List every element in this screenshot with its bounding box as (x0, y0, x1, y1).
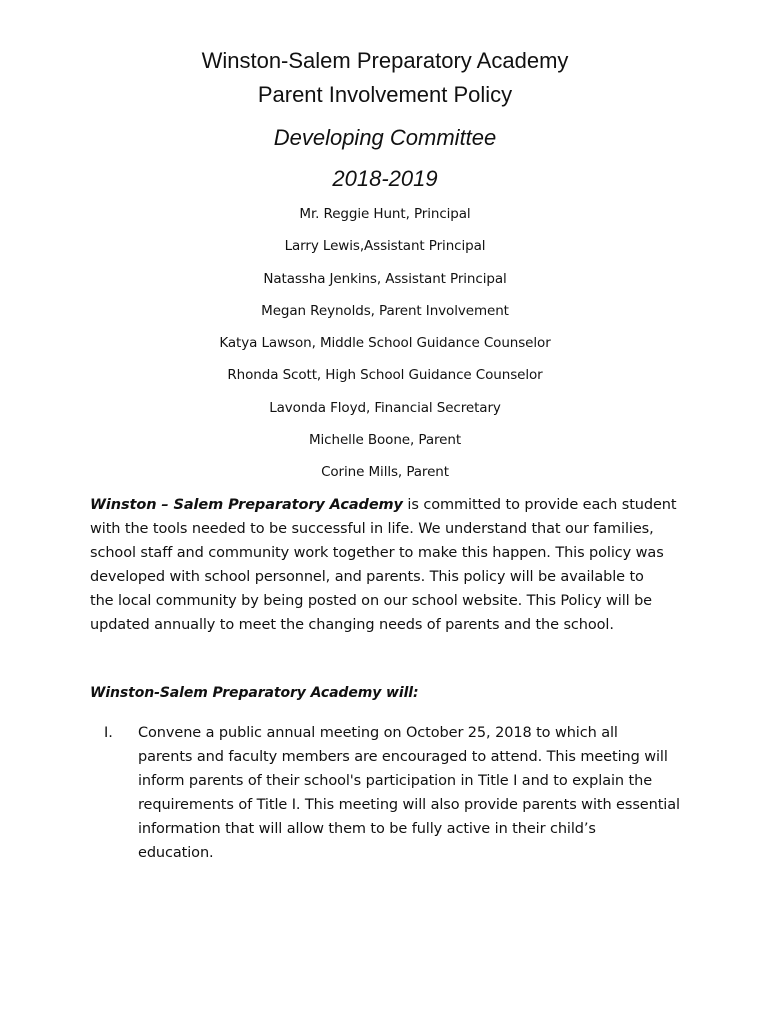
committee-member: Rhonda Scott, High School Guidance Counselor (227, 367, 543, 383)
committee-year: 2018-2019 (332, 166, 438, 191)
list-marker: I. (104, 725, 113, 741)
committee-member: Natassha Jenkins, Assistant Principal (263, 271, 507, 287)
list-line: requirements of Title I. This meeting will also provide parents with essential (138, 797, 680, 813)
intro-line: school staff and community work together to make this happen. This policy was (90, 545, 664, 561)
intro-line: developed with school personnel, and parents. This policy will be available to (90, 569, 644, 585)
intro-school-name: Winston – Salem Preparatory Academy (90, 497, 403, 513)
committee-member: Lavonda Floyd, Financial Secretary (269, 400, 501, 416)
list-line: Convene a public annual meeting on October 25, 2018 to which all (138, 725, 618, 741)
committee-member: Larry Lewis,Assistant Principal (284, 238, 486, 254)
committee-member: Megan Reynolds, Parent Involvement (261, 303, 509, 319)
list-item-text (138, 721, 688, 865)
committee-heading: Developing Committee (273, 125, 497, 150)
intro-line (90, 493, 680, 517)
school-name-title: Winston-Salem Preparatory Academy (201, 48, 569, 73)
committee-member: Katya Lawson, Middle School Guidance Counselor (219, 335, 551, 351)
intro-line: with the tools needed to be successful in life. We understand that our families, (90, 521, 654, 537)
list-line: education. (138, 845, 214, 861)
list-line: inform parents of their school's participation in Title I and to explain the (138, 773, 653, 789)
policy-title: Parent Involvement Policy (257, 82, 513, 107)
academy-will-heading: Winston-Salem Preparatory Academy will: (90, 685, 419, 701)
intro-line-rest: is committed to provide each student (402, 497, 677, 513)
intro-line: updated annually to meet the changing needs of parents and the school. (90, 617, 614, 633)
list-line: information that will allow them to be fully active in their child’s (138, 821, 596, 837)
committee-member: Mr. Reggie Hunt, Principal (299, 206, 471, 222)
committee-member: Corine Mills, Parent (321, 464, 449, 480)
committee-member: Michelle Boone, Parent (308, 432, 462, 448)
intro-line: the local community by being posted on our school website. This Policy will be (90, 593, 653, 609)
intro-paragraph (90, 493, 680, 637)
list-line: parents and faculty members are encouraged to attend. This meeting will (138, 749, 668, 765)
